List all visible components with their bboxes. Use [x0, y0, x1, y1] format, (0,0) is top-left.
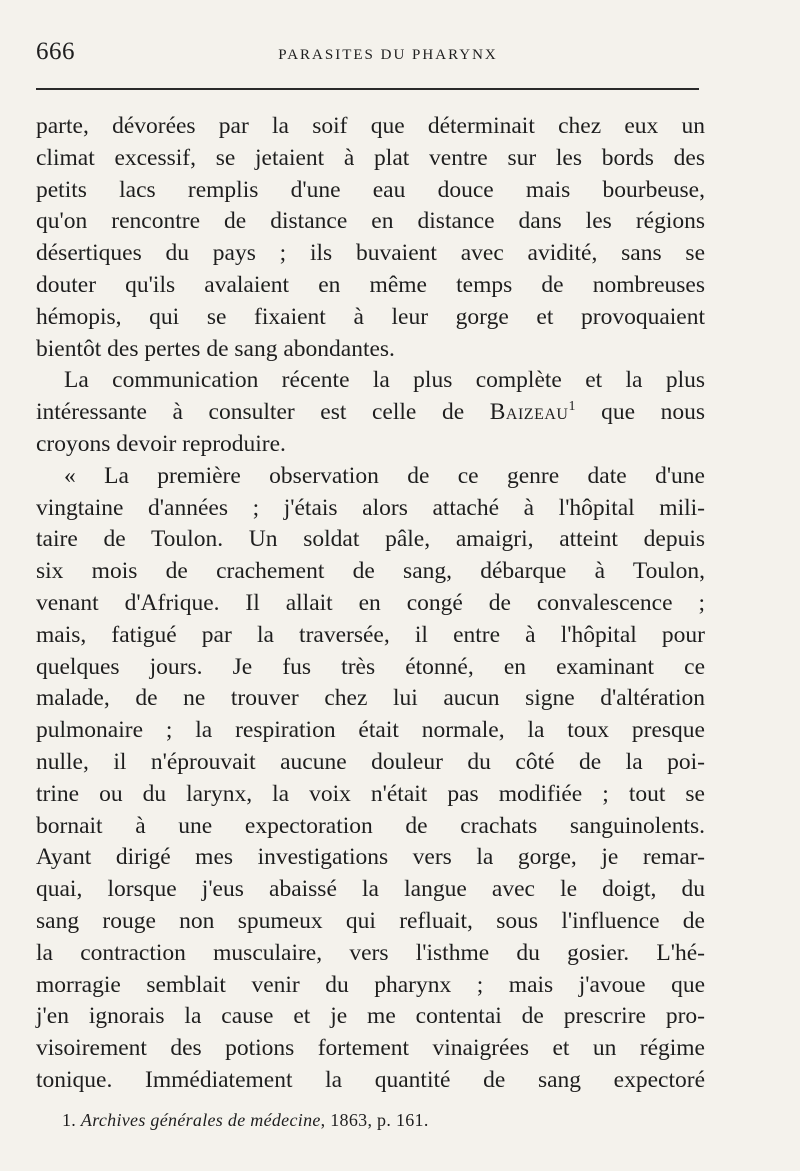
- footnote-reference: 1: [568, 399, 576, 415]
- text-line: malade, de ne trouver chez lui aucun signe d'altération: [36, 685, 705, 712]
- text-segment: que nous: [575, 399, 705, 426]
- body-text: [36, 111, 705, 1097]
- author-name: Baizeau: [489, 399, 569, 426]
- text-line: pulmonaire ; la respiration était normale, la toux presque: [36, 717, 705, 744]
- text-line: quai, lorsque j'eus abaissé la langue avec le doigt, du: [36, 876, 705, 903]
- page-number: 666: [36, 38, 75, 65]
- text-line: la contraction musculaire, vers l'isthme du gosier. L'hé-: [36, 939, 705, 966]
- text-line: climat excessif, se jetaient à plat ventre sur les bords des: [36, 144, 705, 171]
- text-line: tonique. Immédiatement la quantité de sang expectoré: [36, 1066, 705, 1093]
- text-line: La communication récente la plus complète et la plus: [64, 367, 705, 394]
- text-line: désertiques du pays ; ils buvaient avec avidité, sans se: [36, 240, 705, 267]
- running-title: PARASITES DU PHARYNX: [278, 47, 498, 63]
- text-line: sang rouge non spumeux qui refluait, sous l'influence de: [36, 907, 705, 934]
- text-line: parte, dévorées par la soif que déterminait chez eux un: [36, 113, 705, 139]
- footnote-number: 1.: [62, 1110, 77, 1130]
- text-line: vingtaine d'années ; j'étais alors attaché à l'hôpital mili-: [36, 494, 705, 521]
- text-line: bornait à une expectoration de crachats sanguinolents.: [36, 812, 705, 839]
- header-rule: [36, 88, 699, 90]
- text-line: nulle, il n'éprouvait aucune douleur du côté de la poi-: [36, 748, 705, 775]
- page-header: [36, 38, 700, 68]
- text-line: j'en ignorais la cause et je me contentai de prescrire pro-: [36, 1003, 705, 1030]
- footnote-source: Archives générales de médecine: [80, 1110, 321, 1130]
- text-line: hémopis, qui se fixaient à leur gorge et provoquaient: [36, 303, 705, 330]
- text-line: morragie semblait venir du pharynx ; mais j'avoue que: [36, 971, 705, 998]
- text-line: six mois de crachement de sang, débarque à Toulon,: [36, 558, 705, 585]
- text-segment: intéressante à consulter est celle de: [36, 399, 490, 426]
- text-line: petits lacs remplis d'une eau douce mais bourbeuse,: [36, 176, 705, 203]
- text-line: croyons devoir reproduire.: [36, 430, 286, 457]
- text-line: « La première observation de ce genre date d'une: [64, 462, 705, 489]
- text-line: qu'on rencontre de distance en distance dans les régions: [36, 208, 705, 235]
- text-line: douter qu'ils avalaient en même temps de nombreuses: [36, 271, 705, 298]
- footnote: [62, 1110, 429, 1131]
- text-line: mais, fatigué par la traversée, il entre à l'hôpital pour: [36, 621, 705, 648]
- text-line: [36, 397, 705, 429]
- text-line: taire de Toulon. Un soldat pâle, amaigri, atteint depuis: [36, 526, 705, 553]
- text-line: quelques jours. Je fus très étonné, en examinant ce: [36, 653, 705, 680]
- text-line: venant d'Afrique. Il allait en congé de convalescence ;: [36, 589, 705, 616]
- footnote-details: , 1863, p. 161.: [320, 1110, 429, 1130]
- text-line: Ayant dirigé mes investigations vers la gorge, je remar-: [36, 844, 705, 871]
- text-line: visoirement des potions fortement vinaigrées et un régime: [36, 1035, 705, 1062]
- text-line: trine ou du larynx, la voix n'était pas modifiée ; tout se: [36, 780, 705, 807]
- text-line: bientôt des pertes de sang abondantes.: [36, 335, 395, 362]
